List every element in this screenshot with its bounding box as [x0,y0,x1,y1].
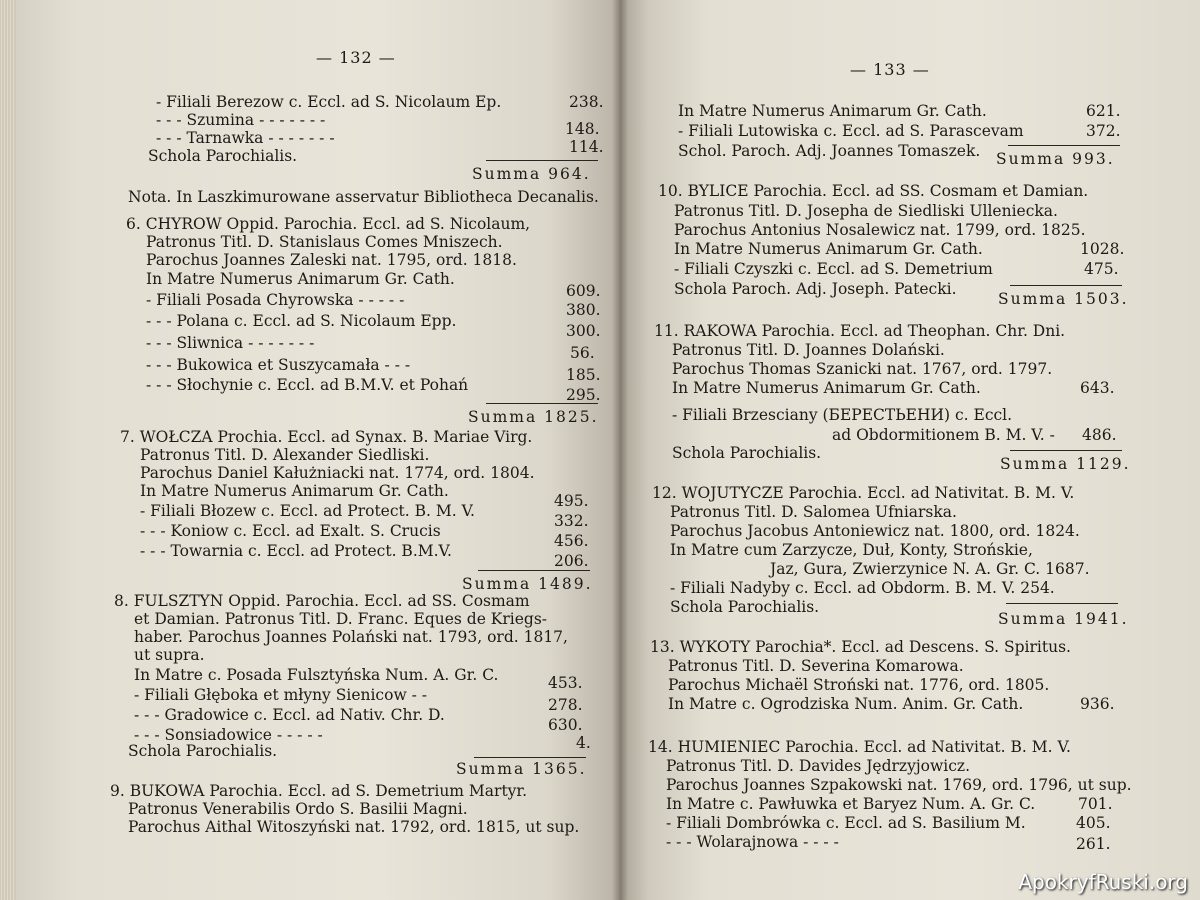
text-line: - - - Polana c. Eccl. ad S. Nicolaum Epp. [146,312,457,330]
text-line: - Filiali Nadyby c. Eccl. ad Obdorm. B. M. V. 254. [670,579,1055,597]
text-line: Parochus Daniel Kałużniacki nat. 1774, ord. 1804. [140,464,535,482]
summa-line: Summa 1129. [1000,455,1131,473]
text-line: - Filiali Głęboka et młyny Sienicow - - [134,686,428,704]
entry-heading: 6. CHYROW Oppid. Parochia. Eccl. ad S. Nicolaum, [126,215,531,233]
text-line: Schola Parochialis. [670,598,820,616]
text-line: Patronus Titl. D. Stanislaus Comes Mniszech. [146,233,503,251]
text-line: Schola Parochialis. [672,444,822,462]
left-page [16,0,620,900]
text-line: - - - Sonsiadowice - - - - - [134,726,323,744]
text-line: - Filiali Dombrówka c. Eccl. ad S. Basilium M. [666,814,1026,832]
text-line: 114. [569,138,604,156]
text-line: ad Obdormitionem B. M. V. - [832,426,1055,444]
text-line: Schol. Paroch. Adj. Joannes Tomaszek. [678,142,981,160]
text-line: Patronus Titl. D. Salomea Ufniarska. [670,503,957,521]
text-line: Patronus Titl. D. Joannes Dolański. [672,341,945,359]
text-line: 380. [566,301,601,319]
text-line: Patronus Titl. D. Alexander Siedliski. [140,446,430,464]
summa-line: Summa 993. [996,150,1115,168]
text-line: - - - Słochynie c. Eccl. ad B.M.V. et Pohań [146,376,469,394]
entry-heading: 11. RAKOWA Parochia. Eccl. ad Theophan. Chr. Dni. [654,322,1066,340]
text-line: - Filiali Czyszki c. Eccl. ad S. Demetrium [674,260,993,278]
summa-line: Summa 1825. [468,408,599,426]
right-page [620,0,1200,900]
text-line: - - - Gradowice c. Eccl. ad Nativ. Chr. D. [134,706,445,724]
text-line: 56. [570,344,595,362]
text-line: 332. [554,512,589,530]
text-line: 206. [554,552,589,570]
text-line: 4. [576,734,591,752]
text-line: - - - Towarnia c. Eccl. ad Protect. B.M.V. [140,542,452,560]
text-line: 936. [1080,695,1115,713]
sum-rule [486,403,598,404]
summa-line: Summa 964. [472,165,591,183]
book-gutter [612,0,628,900]
watermark: ApokryfRuski.org [1018,870,1188,894]
text-line: - Filiali Lutowiska c. Eccl. ad S. Parascevam [678,122,1024,140]
text-line: 148. [565,120,600,138]
note-line: Nota. In Laszkimurowane asservatur Bibliotheca Decanalis. [128,188,599,206]
text-line: - - - Wolarajnowa - - - - [666,833,839,851]
text-line: ut supra. [134,646,205,664]
text-line: haber. Parochus Joannes Polański nat. 1793, ord. 1817, [134,628,568,646]
text-line: In Matre Numerus Animarum Gr. Cath. [672,379,981,397]
sum-rule [478,570,590,571]
text-line: 1028. [1080,240,1125,258]
text-line: 405. [1076,814,1111,832]
sum-rule [474,757,586,758]
entry-heading: 13. WYKOTY Parochia*. Eccl. ad Descens. S. Spiritus. [650,638,1071,656]
summa-line: Summa 1503. [998,290,1129,308]
text-line: Parochus Thomas Szanicki nat. 1767, ord. 1797. [672,360,1053,378]
text-line: 609. [566,282,601,300]
text-line: In Matre c. Ogrodziska Num. Anim. Gr. Cath. [668,695,1024,713]
entry-heading: 10. BYLICE Parochia. Eccl. ad SS. Cosmam et Damian. [658,182,1089,200]
entry-heading: 8. FULSZTYN Oppid. Parochia. Eccl. ad SS. Cosmam [114,592,530,610]
text-line: 475. [1084,260,1119,278]
text-line: 643. [1080,379,1115,397]
text-line: 238. [569,93,604,111]
text-line: - - - Koniow c. Eccl. ad Exalt. S. Crucis [140,522,441,540]
entry-heading: 7. WOŁCZA Prochia. Eccl. ad Synax. B. Mariae Virg. [120,428,533,446]
text-line: 486. [1082,426,1117,444]
text-line: 278. [548,696,583,714]
text-line: - - - Szumina - - - - - - - [156,111,326,129]
text-line: Schola Parochialis. [128,742,278,760]
text-line: Patronus Venerabilis Ordo S. Basilii Magni. [128,800,468,818]
text-line: In Matre Numerus Animarum Gr. Cath. [678,102,987,120]
text-line: et Damian. Patronus Titl. D. Franc. Eques de Kriegs- [134,610,548,628]
text-line: Patronus Titl. D. Davides Jędrzyjowicz. [666,757,970,775]
summa-line: Summa 1365. [456,760,587,778]
sum-rule [1010,285,1122,286]
text-line: In Matre cum Zarzycze, Duł, Konty, Strońskie, [670,541,1033,559]
sum-rule [1008,145,1120,146]
text-line: 295. [566,386,601,404]
summa-line: Summa 1489. [462,575,593,593]
entry-heading: 14. HUMIENIEC Parochia. Eccl. ad Nativitat. B. M. V. [648,738,1071,756]
text-line: Parochus Aithal Witoszyński nat. 1792, ord. 1815, ut sup. [128,818,580,836]
text-line: 701. [1078,795,1113,813]
text-line: - Filiali Błozew c. Eccl. ad Protect. B. M. V. [140,502,475,520]
entry-heading: 9. BUKOWA Parochia. Eccl. ad S. Demetrium Martyr. [110,782,528,800]
entry-heading: 12. WOJUTYCZE Parochia. Eccl. ad Nativitat. B. M. V. [652,484,1075,502]
text-line: Patronus Titl. D. Severina Komarowa. [668,657,964,675]
text-line: In Matre c. Pawłuwka et Baryez Num. A. Gr. C. [666,795,1036,813]
text-line: In Matre Numerus Animarum Gr. Cath. [140,482,449,500]
text-line: - - - Bukowica et Suszycamała - - - [146,356,411,374]
text-line: Parochus Michaël Stroński nat. 1776, ord. 1805. [668,676,1050,694]
text-line: Parochus Antonius Nosalewicz nat. 1799, ord. 1825. [674,221,1086,239]
sum-rule [1006,603,1118,604]
right-page-number: — 133 — [850,60,930,79]
text-line: 630. [548,716,583,734]
text-line: 621. [1086,102,1121,120]
left-page-number: — 132 — [316,48,396,67]
text-line: In Matre Numerus Animarum Gr. Cath. [674,240,983,258]
text-line: In Matre Numerus Animarum Gr. Cath. [146,270,455,288]
text-line: 261. [1076,835,1111,853]
text-line: Jaz, Gura, Zwierzynice N. A. Gr. C. 1687. [770,560,1090,578]
text-line: In Matre c. Posada Fulsztyńska Num. A. Gr. C. [134,666,499,684]
text-line: Schola Paroch. Adj. Joseph. Patecki. [674,280,957,298]
summa-line: Summa 1941. [998,610,1129,628]
page-edge-stack [0,0,16,900]
sum-rule [486,160,598,161]
text-line: Patronus Titl. D. Josepha de Siedliski Ulleniecka. [674,202,1058,220]
text-line: 453. [548,674,583,692]
text-line: 456. [554,532,589,550]
text-line: Parochus Joannes Zaleski nat. 1795, ord. 1818. [146,251,517,269]
text-line: 300. [566,322,601,340]
sum-rule [1010,450,1122,451]
text-line: - - - Sliwnica - - - - - - - [146,334,315,352]
text-line: - Filiali Brzesciany (БЕРЕСТЬЕНИ) c. Eccl. [672,406,1013,424]
text-line: Parochus Joannes Szpakowski nat. 1769, ord. 1796, ut sup. [666,776,1132,794]
text-line: Schola Parochialis. [148,147,298,165]
text-line: - Filiali Posada Chyrowska - - - - - [146,291,405,309]
text-line: Parochus Jacobus Antoniewicz nat. 1800, ord. 1824. [670,522,1080,540]
text-line: - Filiali Berezow c. Eccl. ad S. Nicolaum Ep. [156,93,502,111]
text-line: - - - Tarnawka - - - - - - - [156,129,335,147]
text-line: 372. [1086,122,1121,140]
text-line: 185. [566,366,601,384]
text-line: 495. [554,492,589,510]
